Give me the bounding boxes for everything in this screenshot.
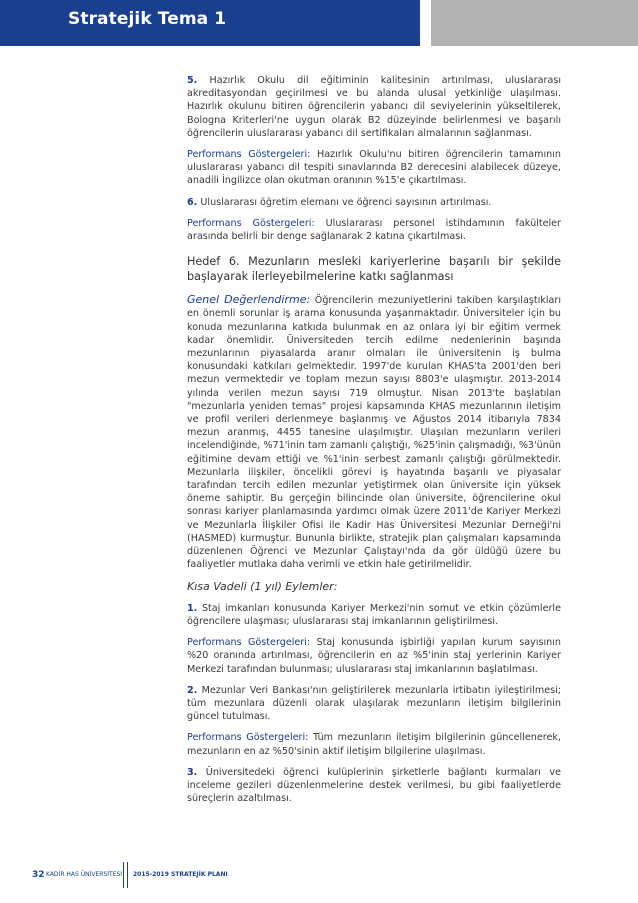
item-number: 2. bbox=[187, 684, 198, 696]
item-number: 1. bbox=[187, 602, 198, 614]
indicator-text: Uluslararası personel istihdamının fakülteler arasında belirli bir denge sağlanarak 2 katına çıkartılması. bbox=[187, 217, 561, 243]
action-item-3 bbox=[187, 766, 561, 806]
university-name: KADİR HAS ÜNİVERSİTESİ bbox=[46, 871, 123, 878]
item-number: 6. bbox=[187, 196, 198, 208]
short-term-actions-title: Kısa Vadeli (1 yıl) Eylemler: bbox=[187, 579, 338, 593]
goal-heading: Hedef 6. Mezunların mesleki kariyerlerine başarılı bir şekilde başlayarak ilerleyebilmelerine katkı sağlanması bbox=[187, 255, 561, 283]
header-band bbox=[0, 0, 420, 46]
footer-divider bbox=[127, 862, 128, 888]
header-gray-block bbox=[431, 0, 638, 46]
indicator-text: Tüm mezunların iletişim bilgilerinin güncellenerek, mezunların en az %50'sinin aktif iletişim bilgilerine ulaşılması. bbox=[187, 732, 561, 757]
general-evaluation bbox=[187, 293, 561, 571]
page-number: 32 bbox=[32, 870, 45, 880]
indicator-text: Hazırlık Okulu'nu bitiren öğrencilerin tamamının uluslararası yabancı dil tespiti sınavlarında B2 derecesini alabilecek düzeye, anadili İngilizce olan okutman oranının %15'e çıkartılması. bbox=[187, 149, 561, 187]
content-body bbox=[187, 74, 561, 813]
indicator-label: Performans Göstergeleri: bbox=[187, 217, 315, 229]
action-item-1 bbox=[187, 602, 561, 628]
item-text: Üniversitedeki öğrenci kulüplerinin şirketlerle bağlantı kurmaları ve inceleme gezileri düzenlenmelerine destek verilmesi, bu gibi faaliyetlerde süreçlerin azaltılması. bbox=[187, 766, 561, 805]
paragraph-item-6 bbox=[187, 196, 561, 209]
item-text: Uluslararası öğretim elemanı ve öğrenci sayısının artırılması. bbox=[197, 196, 492, 208]
performance-indicators-4 bbox=[187, 731, 561, 757]
paragraph-item-5 bbox=[187, 74, 561, 140]
item-number: 5. bbox=[187, 75, 198, 86]
performance-indicators-1 bbox=[187, 148, 561, 188]
item-text: Staj imkanları konusunda Kariyer Merkezi'nin somut ve etkin çözümlerle öğrencilere ulaşması; uluslararası staj imkanlarının geliştirilmesi. bbox=[187, 602, 561, 627]
performance-indicators-2 bbox=[187, 217, 561, 243]
indicator-text: Staj konusunda işbirliği yapılan kurum sayısının %20 oranında artırılması, öğrencilerin en az %5'inin staj yerlerinin Kariyer Merkezi tarafından bulunması; uluslararası staj imkanlarının başlatılması. bbox=[187, 637, 561, 675]
item-text: Hazırlık Okulu dil eğitiminin kalitesinin artırılması, uluslararası akreditasyondan geçirilmesi ve bu alanda ulusal yetkinliğe ulaşılması. Hazırlık okulunu bitiren öğrencilerin yabancı dil seviyelerinin yükseltilerek, Bologna Kriterleri'ne uygun olarak B2 düzeyinde belirlenmesi ve başarılı öğrencilerin uluslararası yabancı dil sertifikaları almalarının sağlanması. bbox=[187, 75, 561, 139]
performance-indicators-3 bbox=[187, 636, 561, 676]
general-evaluation-text: Öğrencilerin mezuniyetlerini takiben karşılaştıkları en önemli sorunlar iş arama konusunda yaşanmaktadır. Üniversiteler için bu konuda mezunlarına katkıda bulunmak en az onlara iyi bir eğitim vermek kadar önemlidir. Üniversiteden tercih edilme nedenlerinin başında mezunlarının piyasalarda aranır olmaları ile üniversitenin iş bulma konusundaki katkıları gelmektedir. 1997'de kurulan KHAS'ta 2001'den beri mezun vermektedir ve toplam mezun sayısı 8803'e ulaşmıştır. 2013-2014 yılında verilen mezun sayısı 719 olmuştur. Nisan 2013'te başlatılan "mezunlarla yeniden temas" projesi kapsamında KHAS mezunlarının iletişim ve profil verileri derlenmeye başlanmış ve Ağustos 2014 itibarıyla 7834 mezun aranmış, 4455 tanesine ulaşılmıştır. Ulaşılan mezunların verileri incelendiğinde, %71'inin tam zamanlı çalıştığı, %25'inin çalışmadığı, %3'ünün eğitimine devam ettiği ve %1'inin serbest zamanlı çalıştığı görülmektedir. Mezunlarla ilişkiler, öncelikli görevi iş hayatında başarılı ve piyasalar tarafından tercih edilen mezunlar yetiştirmek olan üniversite için yüksek öneme sahiptir. Bu gerçeğin bilincinde olan üniversite, öğrencilerine okul sonrası kariyer planlamasında yardımcı olmak üzere 2011'de Kariyer Merkezi ve Mezunlarla İlişkiler Ofisi ile Kadir Has Üniversitesi Mezunlar Derneği'ni (HASMED) kurmuştur. Bununla birlikte, stratejik plan çalışmaları kapsamında düzenlenen Öğrenci ve Mezunlar Çalıştayı'nda da gör üldüğü üzere bu faaliyetler mutlaka daha verimli ve etkin hale getirilmelidir. bbox=[187, 295, 561, 571]
page-title: Stratejik Tema 1 bbox=[68, 9, 227, 29]
general-evaluation-label: Genel Değerlendirme: bbox=[187, 293, 311, 307]
item-text: Mezunlar Veri Bankası'nın geliştirilerek mezunlarla irtibatın iyileştirilmesi; tüm mezunlara düzenli olarak ulaşılarak mezunların iletişim bilgilerinin güncel tutulması. bbox=[187, 684, 561, 723]
footer-divider bbox=[123, 862, 124, 888]
indicator-label: Performans Göstergeleri: bbox=[187, 149, 311, 161]
indicator-label: Performans Göstergeleri: bbox=[187, 637, 311, 649]
indicator-label: Performans Göstergeleri: bbox=[187, 732, 309, 744]
action-item-2 bbox=[187, 684, 561, 724]
plan-title: 2015-2019 STRATEJİK PLANI bbox=[133, 871, 228, 878]
item-number: 3. bbox=[187, 766, 198, 778]
page-footer bbox=[0, 862, 638, 892]
